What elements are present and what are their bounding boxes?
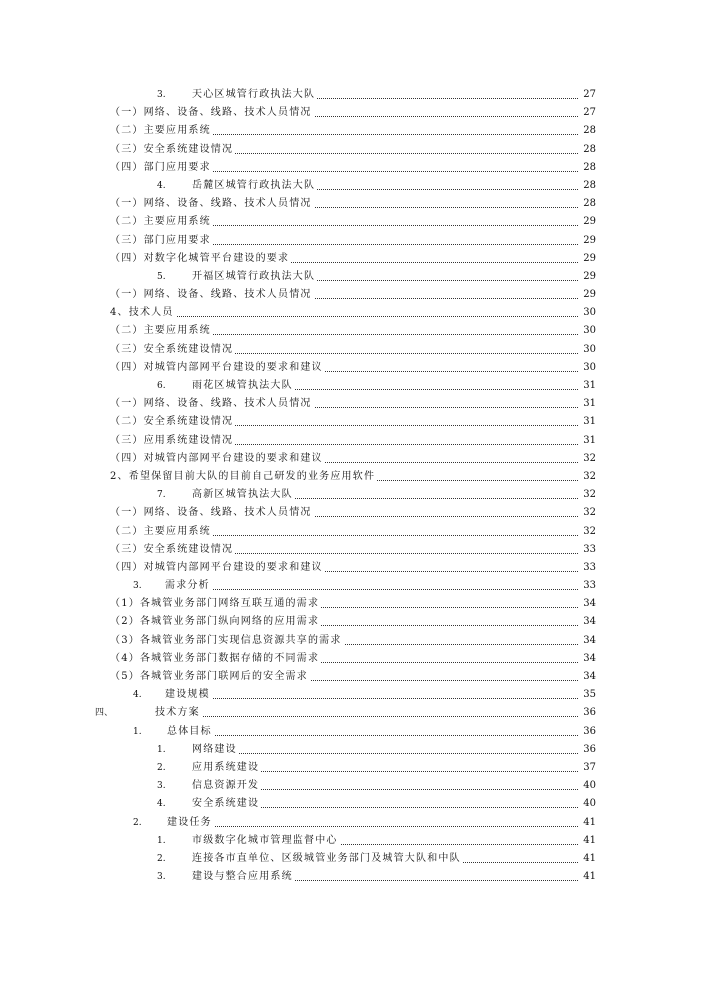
toc-page-number: 30: [583, 307, 596, 319]
toc-entry[interactable]: [0, 159, 703, 177]
toc-page-number: 40: [583, 780, 596, 792]
toc-leader-dots: [165, 698, 578, 699]
toc-page-number: 32: [583, 525, 596, 537]
toc-entry-title: 连接各市直单位、区级城管业务部门及城管大队和中队: [192, 850, 463, 868]
toc-page-number: 36: [583, 743, 596, 755]
toc-leader-dots: [167, 826, 578, 827]
toc-entry-title: （三）应用系统建设情况: [110, 432, 235, 450]
toc-entry-number: 4.: [157, 180, 166, 191]
toc-entry-title: （4）各城管业务部门数据存储的不同需求: [110, 650, 321, 668]
toc-entry[interactable]: [0, 213, 703, 231]
toc-entry[interactable]: [0, 704, 703, 722]
toc-entry-title: （2）各城管业务部门纵向网络的应用需求: [110, 613, 321, 631]
toc-entry-title: （一）网络、设备、线路、技术人员情况: [110, 104, 314, 122]
toc-page-number: 34: [583, 634, 596, 646]
toc-entry-title: 信息资源开发: [192, 777, 261, 795]
toc-entry[interactable]: [0, 268, 703, 286]
toc-entry-title: （二）主要应用系统: [110, 122, 213, 140]
toc-entry[interactable]: [0, 304, 703, 322]
toc-entry-title: （二）主要应用系统: [110, 523, 213, 541]
toc-entry[interactable]: [0, 341, 703, 359]
toc-entry-number: 3.: [157, 781, 166, 792]
toc-leader-dots: [192, 753, 578, 754]
toc-entry[interactable]: [0, 359, 703, 377]
toc-page-number: 27: [583, 89, 596, 100]
toc-page-number: 27: [583, 107, 596, 119]
toc-entry-number: 3.: [157, 90, 166, 100]
toc-entry[interactable]: [0, 413, 703, 431]
toc-entry-title: 安全系统建设: [192, 795, 261, 813]
toc-entry[interactable]: [0, 741, 703, 759]
toc-page-number: 31: [583, 398, 596, 410]
toc-entry-number: 4.: [157, 799, 166, 810]
toc-page-number: 28: [583, 198, 596, 210]
toc-page-number: 41: [583, 834, 596, 846]
toc-entry[interactable]: [0, 577, 703, 595]
toc-entry-title: （三）安全系统建设情况: [110, 541, 235, 559]
toc-entry[interactable]: [0, 232, 703, 250]
toc-page-number: 30: [583, 325, 596, 337]
toc-entry-number: 2.: [157, 762, 166, 773]
toc-entry[interactable]: [0, 141, 703, 159]
toc-entry-number: 5.: [157, 271, 166, 282]
toc-entry[interactable]: [0, 613, 703, 631]
toc-page-number: 29: [583, 289, 596, 301]
toc-page-number: 28: [583, 143, 596, 155]
toc-entry-title: 天心区城管行政执法大队: [192, 86, 317, 104]
toc-entry-number: 4.: [133, 690, 142, 701]
toc-page-number: 32: [583, 470, 596, 482]
toc-entry-title: 市级数字化城市管理监督中心: [192, 832, 340, 850]
toc-entry[interactable]: [0, 86, 703, 104]
toc-entry[interactable]: [0, 486, 703, 504]
toc-entry[interactable]: [0, 450, 703, 468]
toc-entry-title: （三）安全系统建设情况: [110, 341, 235, 359]
toc-entry-title: 高新区城管执法大队: [192, 486, 295, 504]
toc-leader-dots: [110, 316, 578, 317]
toc-page-number: 29: [583, 252, 596, 264]
toc-entry-number: 3.: [133, 581, 142, 592]
toc-entry-title: 开福区城管行政执法大队: [192, 268, 317, 286]
toc-page-number: 34: [583, 598, 596, 610]
toc-entry[interactable]: [0, 177, 703, 195]
toc-page-number: 33: [583, 580, 596, 592]
toc-entry-title: 建设任务: [167, 814, 214, 832]
toc-entry-title: 需求分析: [165, 577, 212, 595]
toc-entry[interactable]: [0, 668, 703, 686]
toc-entry-title: 网络建设: [192, 741, 239, 759]
toc-entry[interactable]: [0, 523, 703, 541]
toc-entry[interactable]: [0, 777, 703, 795]
toc-page-number: 34: [583, 671, 596, 682]
toc-page-number: 31: [583, 380, 596, 391]
toc-entry-title: （三）安全系统建设情况: [110, 141, 235, 159]
toc-page-number: 29: [583, 234, 596, 246]
toc-page-number: 28: [583, 179, 596, 191]
table-of-contents: [0, 86, 703, 886]
toc-entry[interactable]: [0, 686, 703, 704]
toc-leader-dots: [167, 735, 578, 736]
toc-entry-number: 1.: [157, 835, 166, 846]
toc-entry-title: （一）网络、设备、线路、技术人员情况: [110, 395, 314, 413]
toc-entry-title: （四）对数字化城管平台建设的要求: [110, 250, 291, 268]
toc-entry[interactable]: [0, 432, 703, 450]
toc-entry-title: （二）主要应用系统: [110, 322, 213, 340]
toc-entry[interactable]: [0, 832, 703, 850]
toc-entry[interactable]: [0, 868, 703, 886]
toc-page-number: 34: [583, 652, 596, 664]
toc-entry-title: 建设与整合应用系统: [192, 868, 295, 886]
toc-page-number: 36: [583, 725, 596, 737]
toc-entry-title: 总体目标: [167, 723, 214, 741]
toc-page-number: 34: [583, 616, 596, 628]
toc-entry-number: 1.: [133, 726, 142, 737]
toc-page-number: 31: [583, 416, 596, 428]
toc-entry-number: 2.: [133, 817, 142, 828]
toc-entry[interactable]: [0, 322, 703, 340]
toc-page-number: 29: [583, 216, 596, 228]
toc-entry[interactable]: [0, 850, 703, 868]
toc-entry-title: 建设规模: [165, 686, 212, 704]
toc-entry[interactable]: [0, 541, 703, 559]
toc-page-number: 40: [583, 798, 596, 810]
toc-entry-title: （一）网络、设备、线路、技术人员情况: [110, 504, 314, 522]
toc-page-number: 32: [583, 489, 596, 501]
toc-entry-title: （四）对城管内部网平台建设的要求和建议: [110, 359, 325, 377]
toc-entry[interactable]: [0, 814, 703, 832]
toc-entry-title: 应用系统建设: [192, 759, 261, 777]
toc-entry[interactable]: [0, 795, 703, 813]
toc-entry[interactable]: [0, 468, 703, 486]
toc-entry[interactable]: [0, 377, 703, 395]
toc-entry[interactable]: [0, 195, 703, 213]
toc-entry[interactable]: [0, 286, 703, 304]
toc-page-number: 33: [583, 543, 596, 555]
toc-entry-title: （1）各城管业务部门网络互联互通的需求: [110, 595, 321, 613]
toc-entry[interactable]: [0, 650, 703, 668]
toc-entry-number: 3.: [157, 872, 166, 883]
toc-entry[interactable]: [0, 122, 703, 140]
toc-entry[interactable]: [0, 595, 703, 613]
toc-page-number: 30: [583, 343, 596, 355]
toc-entry-number: 7.: [157, 490, 166, 501]
toc-entry-title: （3）各城管业务部门实现信息资源共享的需求: [110, 632, 344, 650]
toc-leader-dots: [155, 716, 578, 717]
toc-page-number: 41: [583, 816, 596, 828]
toc-entry-title: （四）对城管内部网平台建设的要求和建议: [110, 450, 325, 468]
toc-page-number: 28: [583, 125, 596, 137]
toc-entry[interactable]: [0, 559, 703, 577]
toc-entry-title: 岳麓区城管行政执法大队: [192, 177, 317, 195]
toc-page-number: 30: [583, 361, 596, 373]
toc-entry[interactable]: [0, 250, 703, 268]
toc-page-number: 29: [583, 270, 596, 282]
toc-entry-title: 雨花区城管执法大队: [192, 377, 295, 395]
toc-entry-title: （二）安全系统建设情况: [110, 413, 235, 431]
toc-page-number: 32: [583, 452, 596, 464]
toc-entry-number: 2.: [157, 853, 166, 864]
toc-leader-dots: [165, 589, 578, 590]
toc-page-number: 28: [583, 161, 596, 173]
toc-page-number: 41: [583, 852, 596, 864]
toc-page-number: 35: [583, 689, 596, 701]
toc-page-number: 36: [583, 707, 596, 719]
toc-entry-title: （一）网络、设备、线路、技术人员情况: [110, 286, 314, 304]
toc-entry-title: 4、技术人员: [110, 304, 176, 322]
toc-page-number: 41: [583, 871, 596, 883]
toc-entry-title: （三）部门应用要求: [110, 232, 213, 250]
toc-entry-title: （5）各城管业务部门联网后的安全需求: [110, 668, 310, 686]
toc-entry-number: 四、: [95, 708, 114, 719]
toc-page-number: 37: [583, 761, 596, 773]
toc-entry-title: 2、希望保留目前大队的目前自己研发的业务应用软件: [110, 468, 377, 486]
toc-page-number: 32: [583, 507, 596, 519]
toc-entry[interactable]: [0, 395, 703, 413]
toc-entry[interactable]: [0, 104, 703, 122]
toc-entry-number: 6.: [157, 381, 166, 391]
toc-entry[interactable]: [0, 723, 703, 741]
toc-entry-title: （四）部门应用要求: [110, 159, 213, 177]
toc-entry-title: （四）对城管内部网平台建设的要求和建议: [110, 559, 325, 577]
toc-page-number: 31: [583, 434, 596, 446]
toc-entry-number: 1.: [157, 744, 166, 755]
toc-entry-title: （二）主要应用系统: [110, 213, 213, 231]
toc-entry-title: （一）网络、设备、线路、技术人员情况: [110, 195, 314, 213]
toc-entry-title: 技术方案: [155, 704, 202, 722]
toc-entry[interactable]: [0, 632, 703, 650]
toc-entry[interactable]: [0, 759, 703, 777]
toc-page-number: 33: [583, 561, 596, 573]
toc-entry[interactable]: [0, 504, 703, 522]
